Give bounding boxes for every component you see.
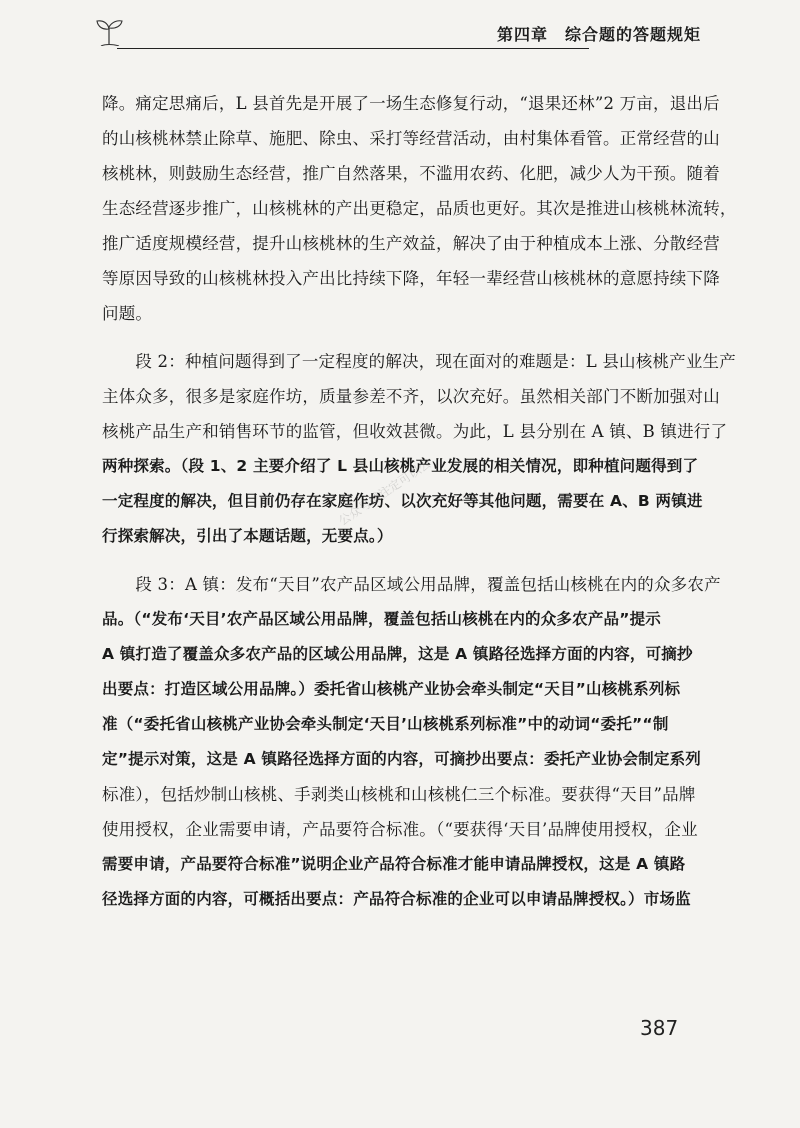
- text-line: 使用授权，企业需要申请，产品要符合标准。（“要获得‘天目’品牌使用授权，企业: [102, 820, 698, 839]
- paragraph-gap: [102, 554, 694, 567]
- annotation-line: 一定程度的解决，但目前仍存在家庭作坊、以次充好等其他问题，需要在 A、B 两镇进: [102, 492, 703, 510]
- running-header: [95, 18, 702, 48]
- text-line: 问题。: [102, 304, 153, 323]
- annotation-line: 两种探索。（段 1、2 主要介绍了 L 县山核桃产业发展的相关情况，即种植问题得到了: [102, 457, 699, 475]
- paragraph: [102, 86, 737, 331]
- annotation-line: A 镇打造了覆盖众多农产品的区域公用品牌，这是 A 镇路径选择方面的内容，可摘抄: [102, 645, 693, 663]
- text-line: 段 3：A 镇：发布“天目”农产品区域公用品牌，覆盖包括山核桃在内的众多农产: [102, 575, 721, 594]
- annotation-line: 定”提示对策，这是 A 镇路径选择方面的内容，可摘抄出要点：委托产业协会制定系列: [102, 750, 701, 768]
- annotation-line: 准（“委托省山核桃产业协会牵头制定‘天目’山核桃系列标准”中的动词“委托”“制: [102, 715, 669, 733]
- header-rule: [117, 48, 589, 49]
- text-line: 标准），包括炒制山核桃、手剥类山核桃和山核桃仁三个标准。要获得“天目”品牌: [102, 785, 696, 804]
- text-line: 核桃产品生产和销售环节的监管，但收效甚微。为此，L 县分别在 A 镇、B 镇进行了: [102, 422, 728, 441]
- annotation-line: 品。（“发布‘天目’农产品区域公用品牌，覆盖包括山核桃在内的众多农产品”提示: [102, 610, 662, 628]
- text-line: 核桃林，则鼓励生态经营，推广自然落果，不滥用农药、化肥，减少人为干预。随着: [102, 164, 720, 183]
- annotation-line: 需要申请，产品要符合标准”说明企业产品符合标准才能申请品牌授权，这是 A 镇路: [102, 855, 686, 873]
- text-line: 推广适度规模经营，提升山核桃林的生产效益，解决了由于种植成本上涨、分散经营: [102, 234, 720, 253]
- text-line: 等原因导致的山核桃林投入产出比持续下降，年轻一辈经营山核桃林的意愿持续下降: [102, 269, 720, 288]
- text-line: 的山核桃林禁止除草、施肥、除虫、采打等经营活动，由村集体看管。正常经营的山: [102, 129, 720, 148]
- paragraph-gap: [102, 331, 694, 344]
- annotation-line: 行探索解决，引出了本题话题，无要点。）: [102, 527, 393, 545]
- sprout-icon: [95, 18, 125, 46]
- text-line: 生态经营逐步推广，山核桃林的产出更稳定，品质也更好。其次是推进山核桃林流转，: [102, 199, 737, 218]
- chapter-title: 第四章 综合题的答题规矩: [497, 25, 702, 44]
- page-number: 387: [640, 1016, 679, 1040]
- body-text: [102, 86, 737, 917]
- text-line: 主体众多，很多是家庭作坊，质量参差不齐，以次充好。虽然相关部门不断加强对山: [102, 387, 720, 406]
- annotation-line: 出要点：打造区域公用品牌。）委托省山核桃产业协会牵头制定“天目”山核桃系列标: [102, 680, 681, 698]
- annotation-line: 径选择方面的内容，可概括出要点：产品符合标准的企业可以申请品牌授权。）市场监: [102, 890, 691, 908]
- paragraph: [102, 344, 736, 554]
- text-line: 段 2：种植问题得到了一定程度的解决，现在面对的难题是：L 县山核桃产业生产: [102, 352, 736, 371]
- watermark: 公众号辅注定可以公: [336, 456, 434, 529]
- text-line: 降。痛定思痛后，L 县首先是开展了一场生态修复行动，“退果还林”2 万亩，退出后: [102, 94, 720, 113]
- paragraph: [102, 567, 721, 917]
